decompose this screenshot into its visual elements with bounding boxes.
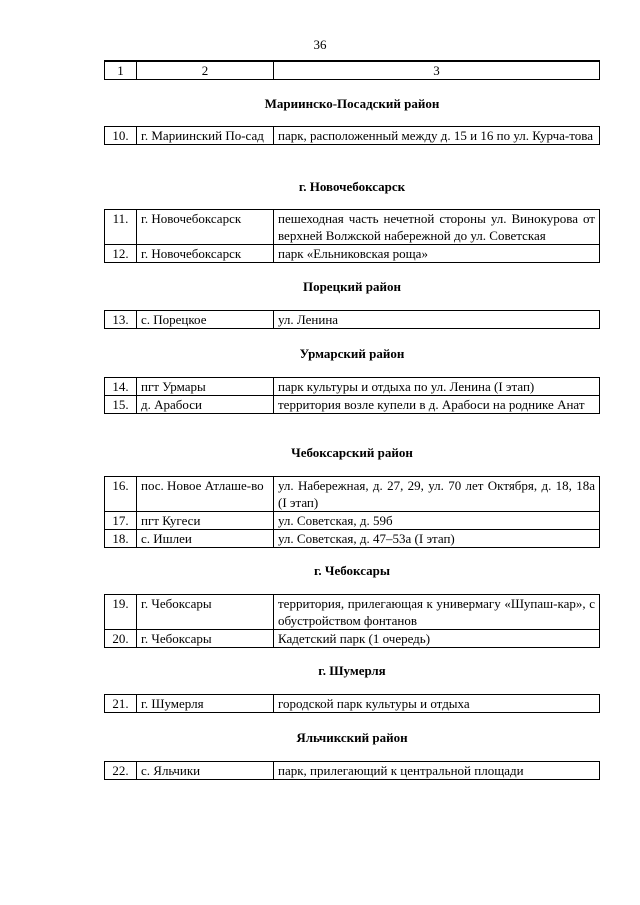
table-row xyxy=(105,530,600,548)
row-number: 13. xyxy=(105,311,137,329)
column-header-table xyxy=(104,60,600,80)
table-row xyxy=(105,762,600,780)
row-location: д. Арабоси xyxy=(137,396,274,414)
section-title-novocheboksarsk: г. Новочебоксарск xyxy=(298,179,406,194)
row-location: г. Новочебоксарск xyxy=(137,245,274,263)
section-table-mariinsko-posadsky xyxy=(104,126,600,145)
section-title-cheboksarsky: Чебоксарский район xyxy=(291,445,413,460)
row-description: парк, расположенный между д. 15 и 16 по ул. Курча-това xyxy=(274,127,600,145)
section-table-novocheboksarsk xyxy=(104,209,600,263)
section-table-shumerlya xyxy=(104,694,600,713)
row-number: 12. xyxy=(105,245,137,263)
row-location: с. Порецкое xyxy=(137,311,274,329)
table-row xyxy=(105,210,600,245)
table-row xyxy=(105,127,600,145)
table-row xyxy=(105,695,600,713)
row-number: 10. xyxy=(105,127,137,145)
column-header-2: 2 xyxy=(137,61,274,80)
row-description: территория возле купели в д. Арабоси на роднике Анат xyxy=(274,396,600,414)
column-header-row xyxy=(105,61,600,80)
row-description: ул. Советская, д. 47–53а (I этап) xyxy=(274,530,600,548)
row-description: ул. Ленина xyxy=(274,311,600,329)
table-row xyxy=(105,512,600,530)
table-row xyxy=(105,595,600,630)
table-row xyxy=(105,630,600,648)
section-table-poretsky xyxy=(104,310,600,329)
row-description: ул. Советская, д. 59б xyxy=(274,512,600,530)
row-description: городской парк культуры и отдыха xyxy=(274,695,600,713)
row-number: 11. xyxy=(105,210,137,245)
row-description: парк культуры и отдыха по ул. Ленина (I этап) xyxy=(274,378,600,396)
row-description: пешеходная часть нечетной стороны ул. Винокурова от верхней Волжской набережной до ул. Советская xyxy=(274,210,600,245)
section-title-cheboksary: г. Чебоксары xyxy=(313,563,391,578)
section-table-cheboksary xyxy=(104,594,600,648)
row-number: 19. xyxy=(105,595,137,630)
row-number: 16. xyxy=(105,477,137,512)
row-description: парк, прилегающий к центральной площади xyxy=(274,762,600,780)
column-header-3: 3 xyxy=(274,61,600,80)
table-row xyxy=(105,396,600,414)
section-title-urmarsky: Урмарский район xyxy=(299,346,405,361)
section-title-mariinsko-posadsky: Мариинско-Посадский район xyxy=(264,96,440,111)
section-title-poretsky: Порецкий район xyxy=(302,279,402,294)
row-location: пгт Кугеси xyxy=(137,512,274,530)
row-number: 20. xyxy=(105,630,137,648)
row-number: 17. xyxy=(105,512,137,530)
table-row xyxy=(105,378,600,396)
row-location: г. Чебоксары xyxy=(137,595,274,630)
page-number: 36 xyxy=(313,37,327,52)
row-location: г. Мариинский По-сад xyxy=(137,127,274,145)
row-location: с. Яльчики xyxy=(137,762,274,780)
table-row xyxy=(105,245,600,263)
row-location: пгт Урмары xyxy=(137,378,274,396)
section-title-yalchiksky: Яльчикский район xyxy=(296,730,408,745)
column-header-1: 1 xyxy=(105,61,137,80)
row-number: 15. xyxy=(105,396,137,414)
row-location: г. Новочебоксарск xyxy=(137,210,274,245)
row-location: г. Чебоксары xyxy=(137,630,274,648)
row-description: территория, прилегающая к универмагу «Шупаш-кар», с обустройством фонтанов xyxy=(274,595,600,630)
section-table-yalchiksky xyxy=(104,761,600,780)
section-title-shumerlya: г. Шумерля xyxy=(318,663,386,678)
row-number: 21. xyxy=(105,695,137,713)
row-number: 22. xyxy=(105,762,137,780)
row-location: пос. Новое Атлаше-во xyxy=(137,477,274,512)
row-description: парк «Ельниковская роща» xyxy=(274,245,600,263)
row-location: г. Шумерля xyxy=(137,695,274,713)
section-table-urmarsky xyxy=(104,377,600,414)
table-row xyxy=(105,311,600,329)
row-description: ул. Набережная, д. 27, 29, ул. 70 лет Октября, д. 18, 18а (I этап) xyxy=(274,477,600,512)
row-location: с. Ишлеи xyxy=(137,530,274,548)
row-number: 18. xyxy=(105,530,137,548)
section-table-cheboksarsky xyxy=(104,476,600,548)
row-description: Кадетский парк (1 очередь) xyxy=(274,630,600,648)
table-row xyxy=(105,477,600,512)
row-number: 14. xyxy=(105,378,137,396)
